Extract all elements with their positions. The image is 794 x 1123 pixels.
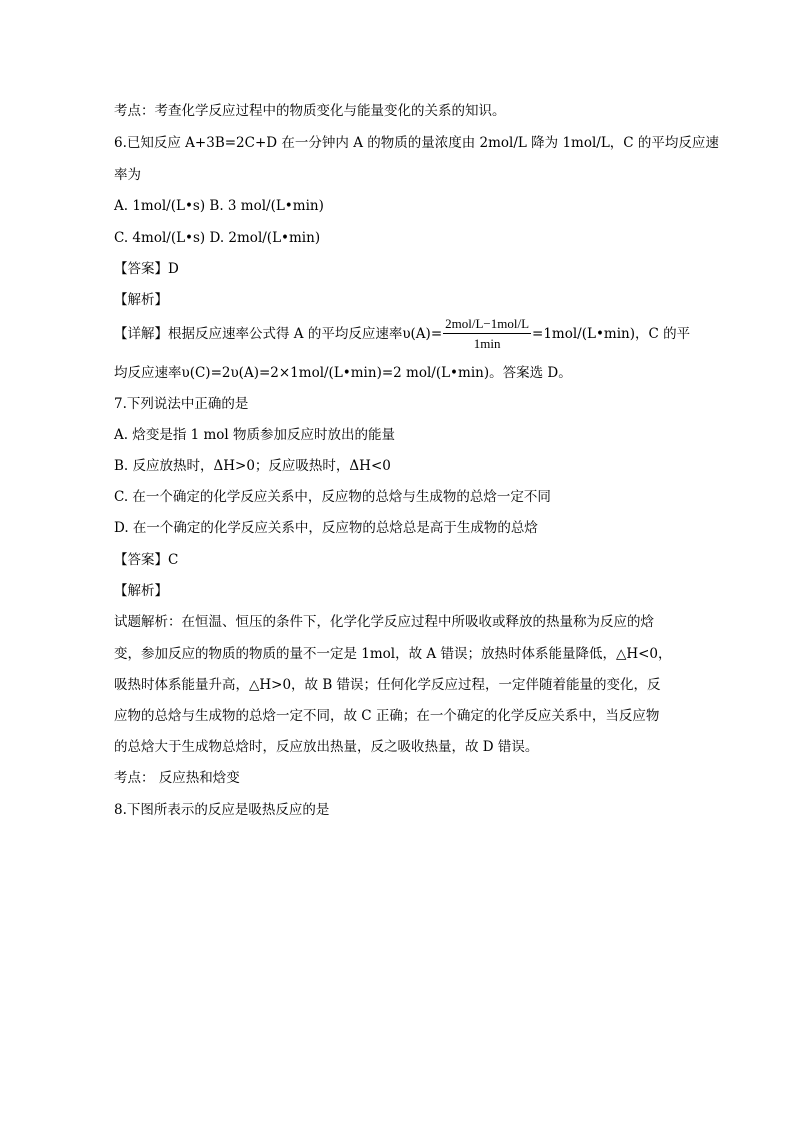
question-6-detail-cont: 均反应速率υ(C)=2υ(A)=2×1mol/(L•min)=2 mol/(L•min)。答案选 D。 <box>114 365 572 381</box>
question-6-options-ab: A. 1mol/(L•s) B. 3 mol/(L•min) <box>114 198 324 214</box>
question-7-stem: 7.下列说法中正确的是 <box>114 396 249 412</box>
question-7-analysis-line-3: 吸热时体系能量升高，△H>0，故 B 错误；任何化学反应过程，一定伴随着能量的变化，反 <box>114 677 661 693</box>
question-7-analysis-line-2: 变，参加反应的物质的物质的量不一定是 1mol，故 A 错误；放热时体系能量降低，△H<0， <box>114 646 672 662</box>
question-6-stem: 6.已知反应 A+3B=2C+D 在一分钟内 A 的物质的量浓度由 2mol/L 降为 1mol/L，C 的平均反应速 <box>114 135 719 151</box>
question-7-analysis-line-4: 应物的总焓与生成物的总焓一定不同，故 C 正确；在一个确定的化学反应关系中，当反应物 <box>114 708 660 724</box>
question-6-analysis-heading: 【解析】 <box>114 292 168 308</box>
question-7-analysis-heading: 【解析】 <box>114 583 168 599</box>
question-7-analysis-line-5: 的总焓大于生成物总焓时，反应放出热量，反之吸收热量，故 D 错误。 <box>114 739 539 755</box>
question-6-options-cd: C. 4mol/(L•s) D. 2mol/(L•min) <box>114 230 321 246</box>
rate-fraction <box>443 317 531 351</box>
question-7-option-a: A. 焓变是指 1 mol 物质参加反应时放出的能量 <box>114 427 396 443</box>
question-8-stem: 8.下图所表示的反应是吸热反应的是 <box>114 802 330 818</box>
question-6-stem-cont: 率为 <box>114 167 141 183</box>
question-7-answer: 【答案】C <box>114 552 179 568</box>
question-7-option-b: B. 反应放热时，ΔH>0；反应吸热时，ΔH<0 <box>114 458 391 474</box>
detail-text-before-fraction: 【详解】根据反应速率公式得 A 的平均反应速率υ(A)= <box>114 326 443 342</box>
question-7-option-c: C. 在一个确定的化学反应关系中，反应物的总焓与生成物的总焓一定不同 <box>114 489 551 505</box>
question-7-exam-point: 考点： 反应热和焓变 <box>114 770 240 786</box>
exam-point-line: 考点：考查化学反应过程中的物质变化与能量变化的关系的知识。 <box>114 103 506 119</box>
question-7-analysis-line-1: 试题解析：在恒温、恒压的条件下，化学化学反应过程中所吸收或释放的热量称为反应的焓 <box>114 614 654 630</box>
fraction-numerator: 2mol/L−1mol/L <box>443 317 531 334</box>
question-6-answer: 【答案】D <box>114 261 179 277</box>
fraction-denominator: 1min <box>473 335 501 351</box>
question-7-option-d: D. 在一个确定的化学反应关系中，反应物的总焓总是高于生成物的总焓 <box>114 520 538 536</box>
detail-text-after-fraction: =1mol/(L•min)，C 的平 <box>532 326 691 342</box>
question-6-detail-line <box>114 314 690 354</box>
